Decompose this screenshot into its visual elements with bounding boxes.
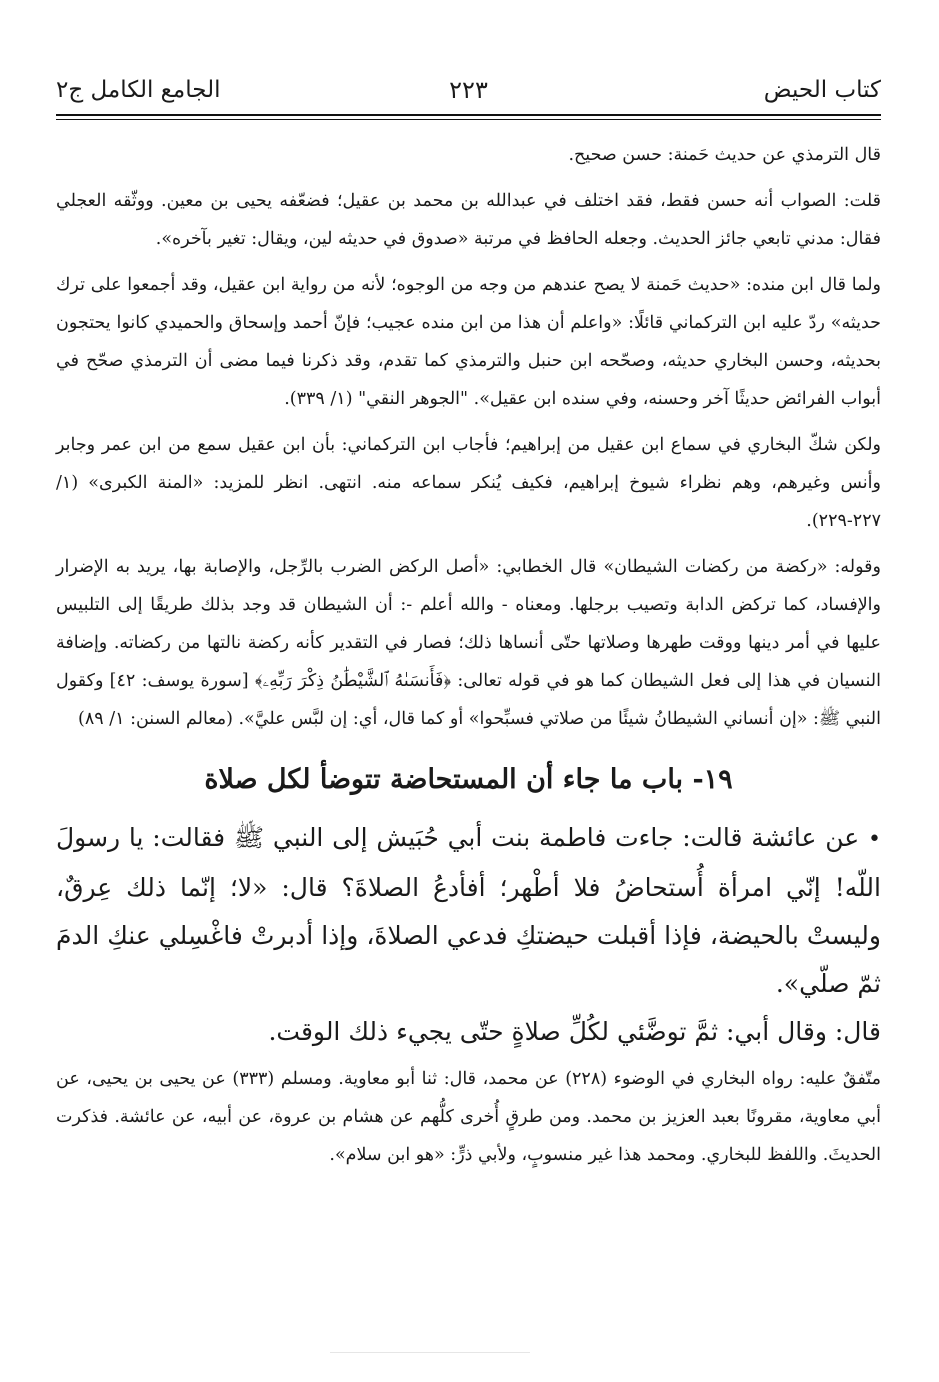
page-content xyxy=(56,128,881,1174)
footnote-paragraph-4: ولكن شكّ البخاري في سماع ابن عقيل من إبراهيم؛ فأجاب ابن التركماني: بأن ابن عقيل سمع من ابن عمر وجابر وأنس وغيرهم، وهم نظراء شيوخ إبراهيم، فكيف يُنكر سماعه منه. انتهى. انظر للمزيد: «المنة الكبرى» (١/ ٢٢٧-٢٢٩). xyxy=(56,435,881,531)
bottom-faint-line xyxy=(330,1352,530,1353)
bullet-marker: • xyxy=(868,827,881,852)
header-volume-title: الجامع الكامل ج٢ xyxy=(56,77,221,103)
hadith-body: عن عائشة قالت: جاءت فاطمة بنت أبي حُبَيش إلى النبي ﷺ فقالت: يا رسولَ اللّه! إنّي امرأة أُستحاضُ فلا أطْهر؛ أفأدعُ الصلاةَ؟ قال: «لا؛ إنّما ذلك عِرقٌ، وليستْ بالحيضة، فإذا أقبلت حيضتكِ فدعي الصلاةَ، وإذا أدبرتْ فاغْسِلي عنكِ الدمَ ثمّ صلّي». xyxy=(56,823,881,998)
header-rule-thin xyxy=(56,119,881,120)
hadith-text xyxy=(56,814,881,1008)
chapter-heading: ١٩- باب ما جاء أن المستحاضة تتوضأ لكل صلاة xyxy=(204,764,733,795)
page-header xyxy=(56,70,881,110)
header-book-title: كتاب الحيض xyxy=(763,77,881,103)
page-number: ٢٢٣ xyxy=(449,76,488,104)
hadith-addition: قال: وقال أبي: ثمَّ توضَّئي لكُلِّ صلاةٍ حتّى يجيء ذلك الوقت. xyxy=(268,1017,881,1046)
takhrij-paragraph: متّفقٌ عليه: رواه البخاري في الوضوء (٢٢٨) عن محمد، قال: ثنا أبو معاوية. ومسلم (٣٣٣) عن يحيى بن يحيى، عن أبي معاوية، مقرونًا بعبد العزيز بن محمد. ومن طرقٍ أُخرى كلُّهم عن هشام بن عروة، عن أبيه، عن عائشة. فذكرت الحديثَ. واللفظ للبخاري. ومحمد هذا غير منسوبٍ، ولأبي ذرٍّ: «هو ابن سلام». xyxy=(56,1069,881,1165)
header-rule-thick xyxy=(56,114,881,116)
footnote-paragraph-2: قلت: الصواب أنه حسن فقط، فقد اختلف في عبدالله بن محمد بن عقيل؛ فضعّفه يحيى بن معين. ووثّقه العجلي فقال: مدني تابعي جائز الحديث. وجعله الحافظ في مرتبة «صدوق في حديثه لين، ويقال: تغير بآخره». xyxy=(56,191,881,249)
footnote-paragraph-3: ولما قال ابن منده: «حديث حَمنة لا يصح عندهم من وجه من الوجوه؛ لأنه من رواية ابن عقيل، وقد أجمعوا على ترك حديثه» ردّ عليه ابن التركماني قائلًا: «واعلم أن هذا من ابن منده عجيب؛ فإنّ أحمد وإسحاق والحميدي كانوا يحتجون بحديثه، وحسن البخاري حديثه، وصحّحه ابن حنبل والترمذي كما تقدم، وقد ذكرنا فيما مضى أن الترمذي صحّح في أبواب الفرائض حديثًا آخر وحسنه، وفي سنده ابن عقيل». "الجوهر النقي" (١/ ٣٣٩). xyxy=(56,275,881,409)
footnote-paragraph-1: قال الترمذي عن حديث حَمنة: حسن صحيح. xyxy=(568,145,881,165)
footnote-paragraph-5: وقوله: «ركضة من ركضات الشيطان» قال الخطابي: «أصل الركض الضرب بالرِّجل، والإصابة بها، يريد به الإضرار والإفساد، كما تركض الدابة وتصيب برجلها. ومعناه - والله أعلم -: أن الشيطان قد وجد بذلك طريقًا إلى التلبيس عليها في أمر دينها ووقت طهرها وصلاتها حتّى أنساها ذلك؛ فصار في التقدير كأنه ركضة نالتها من ركضاته. وإضافة النسيان في هذا إلى فعل الشيطان كما هو في قوله تعالى: ﴿فَأَنسَىٰهُ ٱلشَّيْطَٰنُ ذِكْرَ رَبِّهِۦ﴾ [سورة يوسف: ٤٢] وكقول النبي ﷺ: «إن أنساني الشيطانُ شيئًا من صلاتي فسبِّحوا» أو كما قال، أي: إن لبَّس عليَّ». (معالم السنن: ١/ ٨٩) xyxy=(56,557,881,729)
